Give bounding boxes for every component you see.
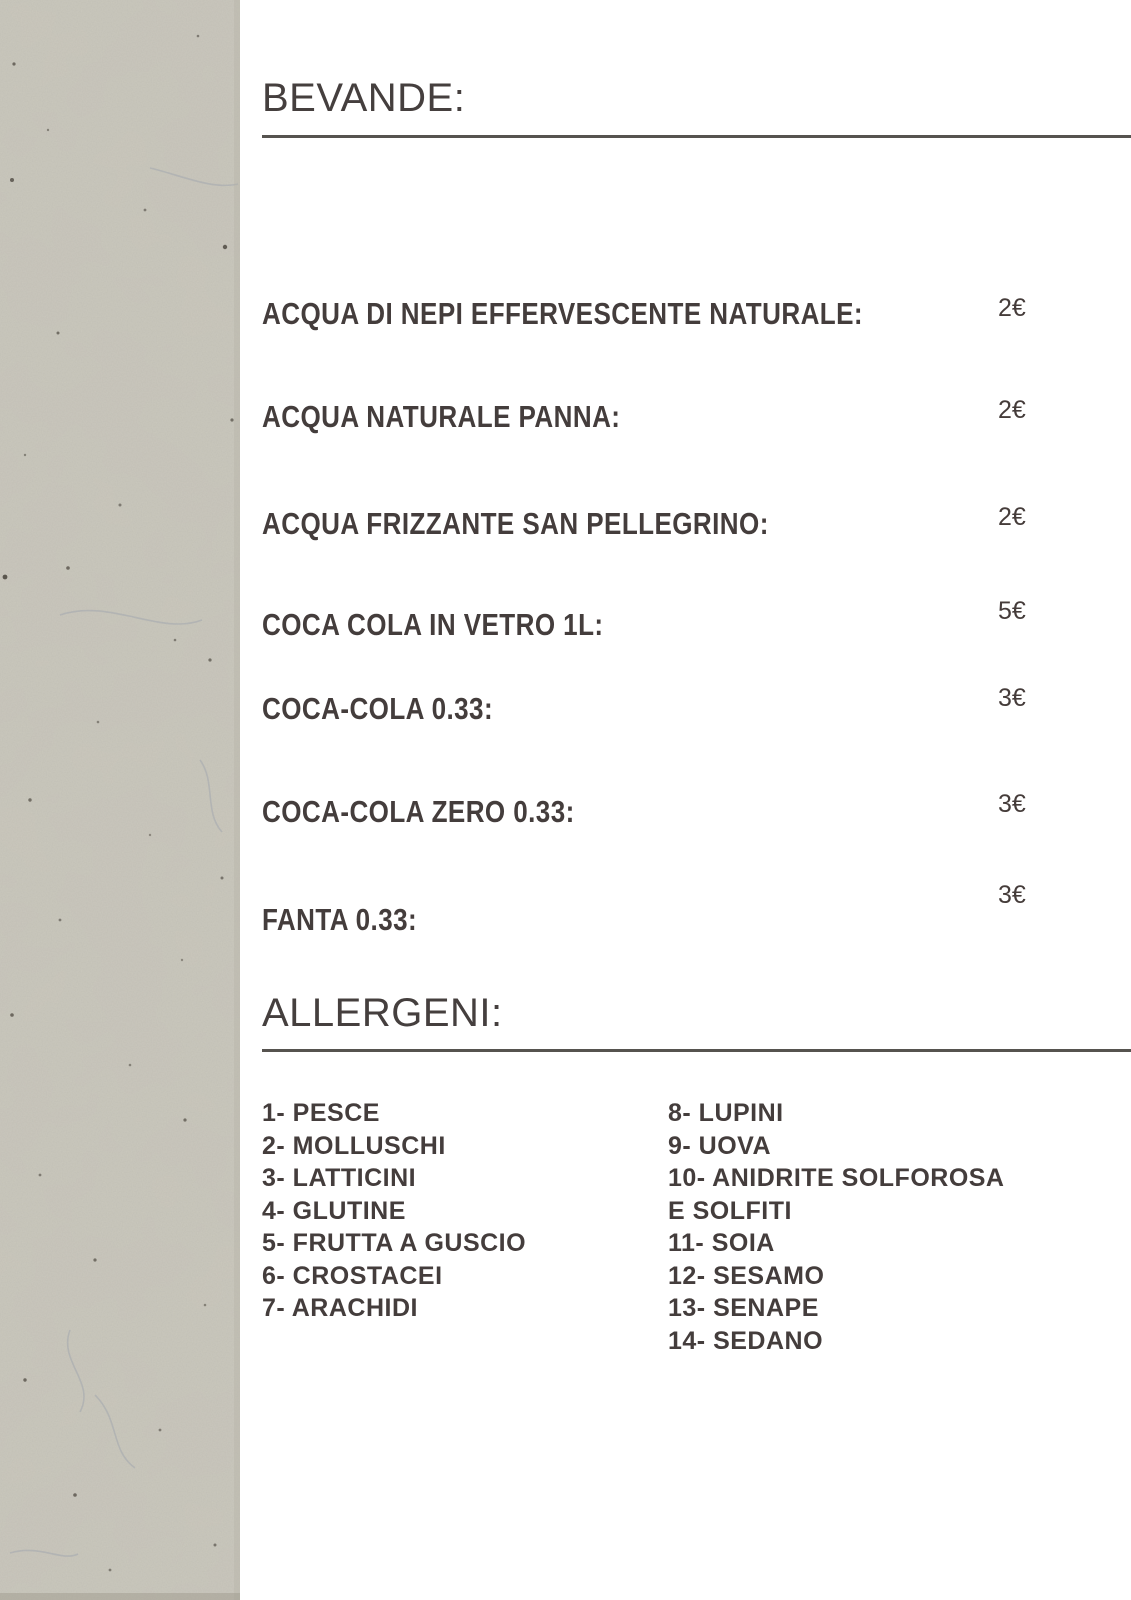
menu-item-price: 5€ <box>998 597 1026 625</box>
allergen-item: 4- GLUTINE <box>262 1196 406 1225</box>
menu-item-name: ACQUA DI NEPI EFFERVESCENTE NATURALE: <box>262 296 864 331</box>
allergen-item: 12- SESAMO <box>668 1261 825 1290</box>
allergen-item: 1- PESCE <box>262 1099 380 1127</box>
allergen-item: 2- MOLLUSCHI <box>262 1131 446 1160</box>
menu-item-price: 3€ <box>998 881 1026 909</box>
menu-item-name: ACQUA FRIZZANTE SAN PELLEGRINO: <box>262 506 769 541</box>
allergen-column-right <box>668 1097 1005 1357</box>
allergen-column-left <box>262 1097 526 1325</box>
allergeni-underline <box>262 1049 1131 1052</box>
paper-texture <box>0 0 240 1600</box>
menu-item-name: FANTA 0.33: <box>262 902 418 937</box>
allergen-item: 3- LATTICINI <box>262 1164 417 1192</box>
allergen-item: 11- SOIA <box>668 1229 775 1257</box>
allergen-item: 7- ARACHIDI <box>262 1294 418 1322</box>
allergeni-title: ALLERGENI: <box>262 991 503 1035</box>
menu-item-price: 3€ <box>998 684 1026 712</box>
allergen-item: 9- UOVA <box>668 1131 772 1160</box>
menu-item-name: COCA COLA IN VETRO 1L: <box>262 607 604 642</box>
allergen-item: 10- ANIDRITE SOLFOROSA <box>668 1164 1005 1192</box>
menu-item-name: COCA-COLA ZERO 0.33: <box>262 794 575 829</box>
bevande-underline <box>262 135 1131 138</box>
allergen-item: 8- LUPINI <box>668 1099 784 1127</box>
menu-item-price: 2€ <box>998 503 1026 531</box>
menu-item-name: ACQUA NATURALE PANNA: <box>262 399 621 434</box>
menu-item-price: 3€ <box>998 790 1026 818</box>
allergen-item: 13- SENAPE <box>668 1294 819 1322</box>
allergen-item: E SOLFITI <box>668 1196 792 1225</box>
bevande-title: BEVANDE: <box>262 76 466 120</box>
allergen-item: 5- FRUTTA A GUSCIO <box>262 1229 527 1257</box>
allergen-item: 6- CROSTACEI <box>262 1261 443 1290</box>
menu-item-name: COCA-COLA 0.33: <box>262 691 494 726</box>
menu-item-price: 2€ <box>998 396 1026 424</box>
allergen-item: 14- SEDANO <box>668 1326 824 1355</box>
menu-item-price: 2€ <box>998 294 1026 322</box>
